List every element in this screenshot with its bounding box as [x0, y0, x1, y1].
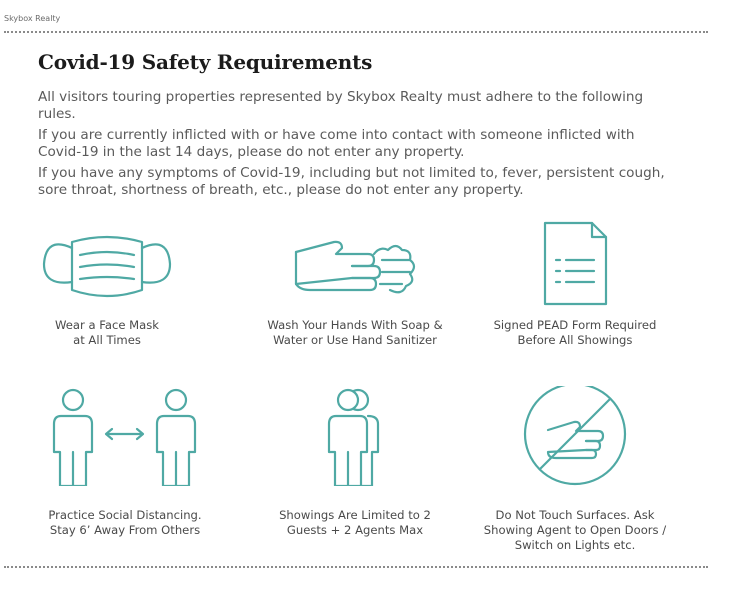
caption-line: Stay 6’ Away From Others [49, 523, 201, 537]
requirement-caption-no-touch [465, 508, 685, 553]
caption-line: Guests + 2 Agents Max [286, 523, 424, 537]
requirement-caption-mask [0, 318, 217, 348]
caption-line: Switch on Lights etc. [514, 538, 636, 552]
requirement-caption-hands [245, 318, 465, 348]
top-dotted-divider [4, 31, 708, 33]
intro-paragraph-1: All visitors touring properties represented by Skybox Realty must adhere to the following rules. [38, 89, 644, 122]
caption-line: Signed PEAD Form Required [493, 318, 657, 332]
intro-paragraph-3: If you have any symptoms of Covid-19, including but not limited to, fever, persistent cough, sore throat, shortness of breath, etc., please do not enter any property. [38, 165, 665, 198]
caption-line: Showings Are Limited to 2 [279, 508, 431, 522]
no-touch-icon [490, 386, 660, 486]
caption-line: Water or Use Hand Sanitizer [273, 333, 437, 347]
group-limit-icon [270, 386, 440, 486]
caption-line: Wear a Face Mask [54, 318, 160, 332]
caption-line: Wash Your Hands With Soap & [267, 318, 443, 332]
brand-label: Skybox Realty [4, 14, 61, 23]
social-distancing-icon [40, 386, 210, 486]
requirement-caption-limit [245, 508, 465, 538]
intro-paragraph-2: If you are currently inflicted with or have come into contact with someone inflicted with Covid-19 in the last 14 days, please do not enter any property. [38, 127, 635, 160]
requirement-caption-form [465, 318, 685, 348]
bottom-dotted-divider [4, 566, 708, 568]
requirement-caption-distance [15, 508, 235, 538]
face-mask-icon [22, 220, 192, 320]
caption-line: at All Times [73, 333, 141, 347]
caption-line: Showing Agent to Open Doors / [483, 523, 667, 537]
caption-line: Do Not Touch Surfaces. Ask [495, 508, 655, 522]
page-title: Covid-19 Safety Requirements [38, 50, 373, 74]
document-icon [490, 220, 660, 320]
caption-line: Practice Social Distancing. [48, 508, 202, 522]
hand-washing-icon [270, 220, 440, 320]
caption-line: Before All Showings [517, 333, 633, 347]
intro-text [38, 89, 678, 203]
